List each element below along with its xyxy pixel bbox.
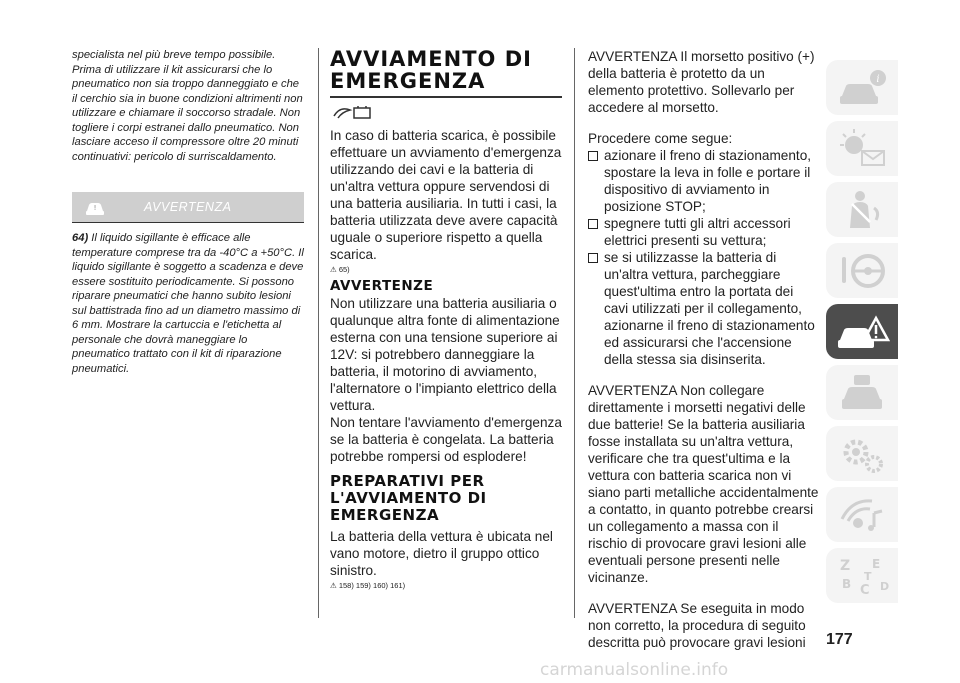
seatbelt-icon xyxy=(836,188,890,232)
page-number: 177 xyxy=(826,631,853,648)
warnings-paragraph-1: Non utilizzare una batteria ausiliaria o qualunque altra fonte di alimentazione esterna con una tensione superiore ai 12V: si potrebbero danneggiare la batteria, il motorino di avviamento, l'alternatore o l'impianto elettrico della vettura. xyxy=(330,295,560,413)
warning-number: 64) xyxy=(72,232,89,244)
column-divider-1 xyxy=(318,48,319,618)
warning-triangle-icon: ⚠ xyxy=(330,580,337,590)
negative-terminal-warning: AVVERTENZA Non collegare direttamente i morsetti negativi delle due batterie! Se la batteria ausiliaria fosse installata su un'altra vettura, verificare che tra quest'ultima e la vettura con batteria scarica non vi siano parti metalliche accidentalmente a contatto, in quanto potrebbe crearsi un collegamento a massa con il rischio di provocare gravi lesioni alle eventuali persone presenti nelle vicinanze. xyxy=(588,383,819,585)
battery-location-paragraph: La batteria della vettura è ubicata nel vano motore, dietro il gruppo ottico sinistro. xyxy=(330,528,553,578)
svg-text:C: C xyxy=(860,583,870,598)
car-info-icon xyxy=(836,66,890,110)
intro-text: specialista nel più breve tempo possibile. Prima di utilizzare il kit assicurarsi che lo pneumatico non sia troppo danneggiato e che il cerchio sia in buone condizioni altrimenti non utilizzare e chiamare il soccorso stradale. Non togliere i corpi estranei dallo pneumatico. Non lasciare acceso il compressore oltre 20 minuti continuativi: pericolo di surriscaldamento. xyxy=(72,49,303,163)
right-column xyxy=(588,48,820,651)
middle-column xyxy=(330,48,562,590)
lights-mail-icon xyxy=(836,127,890,171)
svg-text:E: E xyxy=(872,557,881,571)
intro-paragraph: In caso di batteria scarica, è possibile effettuare un avviamento d'emergenza utilizzando dei cavi e la batteria di un'altra vettura oppure servendosi di una batteria ausiliaria. In tutti i casi, la batteria utilizzata deve avere capacità uguale o superiore rispetto a quella scarica. xyxy=(330,127,562,262)
tab-car-info[interactable] xyxy=(826,60,898,115)
svg-text:i: i xyxy=(876,74,880,85)
tab-multimedia[interactable] xyxy=(826,487,898,542)
warning-car-icon xyxy=(84,197,106,217)
tab-emergency[interactable] xyxy=(826,304,898,359)
tab-index[interactable] xyxy=(826,548,898,603)
service-car-icon xyxy=(836,371,890,415)
emergency-car-icon xyxy=(836,310,890,354)
warning-text: Il liquido sigillante è efficace alle temperature comprese tra da -40°C a +50°C. Il liquido sigillante è soggetto a scadenza e deve essere sostituito periodicamente. Si possono riparare pneumatici che hanno subito lesioni sul battistrada fino ad un diametro massimo di 6 mm. Mostrare la cartuccia e l'etichetta al personale che dovrà maneggiare lo pneumatico trattato con il kit di riparazione pneumatici. xyxy=(72,232,304,375)
settings-gears-icon xyxy=(836,432,890,476)
procedure-warning: AVVERTENZA Se eseguita in modo non corretto, la procedura di seguito descritta può provocare gravi lesioni xyxy=(588,601,806,650)
svg-text:B: B xyxy=(842,577,852,591)
tab-safety[interactable] xyxy=(826,182,898,237)
warning-divider xyxy=(72,222,304,223)
eco-battery-icon xyxy=(330,102,378,122)
svg-text:D: D xyxy=(880,580,890,593)
checkbox-bullet-icon xyxy=(588,219,598,229)
column-divider-2 xyxy=(574,48,575,618)
subsection-title: PREPARATIVI PER L'AVVIAMENTO DI EMERGENZA xyxy=(330,471,487,524)
multimedia-icon xyxy=(836,493,890,537)
chapter-sidebar xyxy=(826,60,898,609)
svg-text:T: T xyxy=(864,570,872,583)
tab-lights-mail[interactable] xyxy=(826,121,898,176)
svg-text:Z: Z xyxy=(840,558,851,574)
positive-terminal-warning: AVVERTENZA Il morsetto positivo (+) della batteria è protetto da un elemento protettivo. Sollevarlo per accedere al morsetto. xyxy=(588,49,815,115)
tab-maintenance[interactable] xyxy=(826,365,898,420)
warning-title: AVVERTENZA xyxy=(144,200,232,214)
watermark: carmanualsonline.info xyxy=(540,660,729,680)
title-rule xyxy=(330,96,562,98)
warnings-heading: AVVERTENZE xyxy=(330,277,434,294)
list-item: se si utilizzasse la batteria di un'altra vettura, parcheggiare quest'ultima entro la portata dei cavi utilizzati per il collegamento, azionarne il freno di stazionamento ed assicurarsi che l'accensione della stessa sia disinserita. xyxy=(588,249,820,368)
checkbox-bullet-icon xyxy=(588,253,598,263)
checkbox-bullet-icon xyxy=(588,151,598,161)
procedure-intro: Procedere come segue: xyxy=(588,131,733,146)
index-letters-icon xyxy=(836,554,890,598)
reference-list: ⚠ 158) 159) 160) 161) xyxy=(330,580,406,590)
section-title: AVVIAMENTO DI EMERGENZA xyxy=(330,47,532,93)
list-item: spegnere tutti gli altri accessori elettrici presenti su vettura; xyxy=(588,215,820,249)
svg-text:!: ! xyxy=(93,204,97,212)
list-item: azionare il freno di stazionamento, spostare la leva in folle e portare il dispositivo di avviamento in posizione STOP; xyxy=(588,147,820,215)
warning-banner xyxy=(72,192,304,222)
tab-technical-data[interactable] xyxy=(826,426,898,481)
warning-triangle-icon: ⚠ xyxy=(330,264,337,274)
steering-key-icon xyxy=(836,249,890,293)
left-column xyxy=(72,48,304,376)
warning-text-block xyxy=(72,231,304,376)
tab-starting-driving[interactable] xyxy=(826,243,898,298)
warnings-paragraph-2: Non tentare l'avviamento d'emergenza se la batteria è congelata. La batteria potrebbe rompersi od esplodere! xyxy=(330,414,562,464)
reference-badge: ⚠ 65) xyxy=(330,264,350,274)
